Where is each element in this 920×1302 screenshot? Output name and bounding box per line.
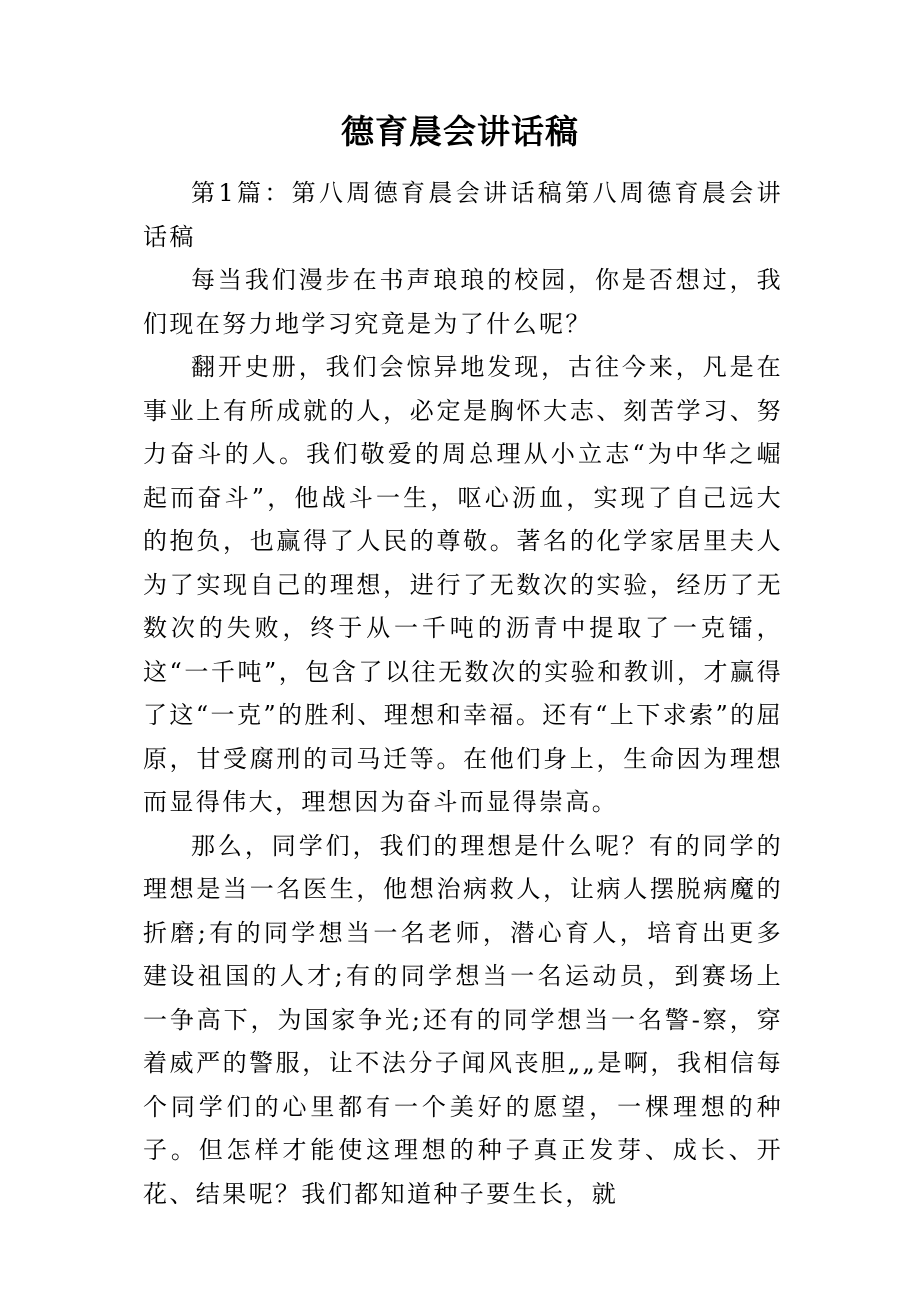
document-body	[143, 172, 783, 1216]
paragraph-history-examples: 翻开史册，我们会惊异地发现，古往今来，凡是在事业上有所成就的人，必定是胸怀大志、刻苦学习、努力奋斗的人。我们敬爱的周总理从小立志“为中华之崛起而奋斗”，他战斗一生，呕心沥血，实现了自己远大的抱负，也赢得了人民的尊敬。著名的化学家居里夫人为了实现自己的理想，进行了无数次的实验，经历了无数次的失败，终于从一千吨的沥青中提取了一克镭，这“一千吨”，包含了以往无数次的实验和教训，才赢得了这“一克”的胜利、理想和幸福。还有“上下求索”的屈原，甘受腐刑的司马迁等。在他们身上，生命因为理想而显得伟大，理想因为奋斗而显得崇高。	[143, 353, 783, 816]
document-title: 德育晨会讲话稿	[341, 112, 579, 151]
paragraph-intro-question: 每当我们漫步在书声琅琅的校园，你是否想过，我们现在努力地学习究竟是为了什么呢？	[143, 266, 783, 338]
paragraph-heading-line: 第1篇：第八周德育晨会讲话稿第八周德育晨会讲话稿	[143, 179, 783, 251]
paragraph-student-ideals: 那么，同学们，我们的理想是什么呢？有的同学的理想是当一名医生，他想治病救人，让病人摆脱病魔的折磨;有的同学想当一名老师，潜心育人，培育出更多建设祖国的人才;有的同学想当一名运动员，到赛场上一争高下，为国家争光;还有的同学想当一名警-察，穿着威严的警服，让不法分子闻风丧胆„„是啊，我相信每个同学们的心里都有一个美好的愿望，一棵理想的种子。但怎样才能使这理想的种子真正发芽、成长、开花、结果呢？我们都知道种子要生长，就	[143, 831, 783, 1208]
